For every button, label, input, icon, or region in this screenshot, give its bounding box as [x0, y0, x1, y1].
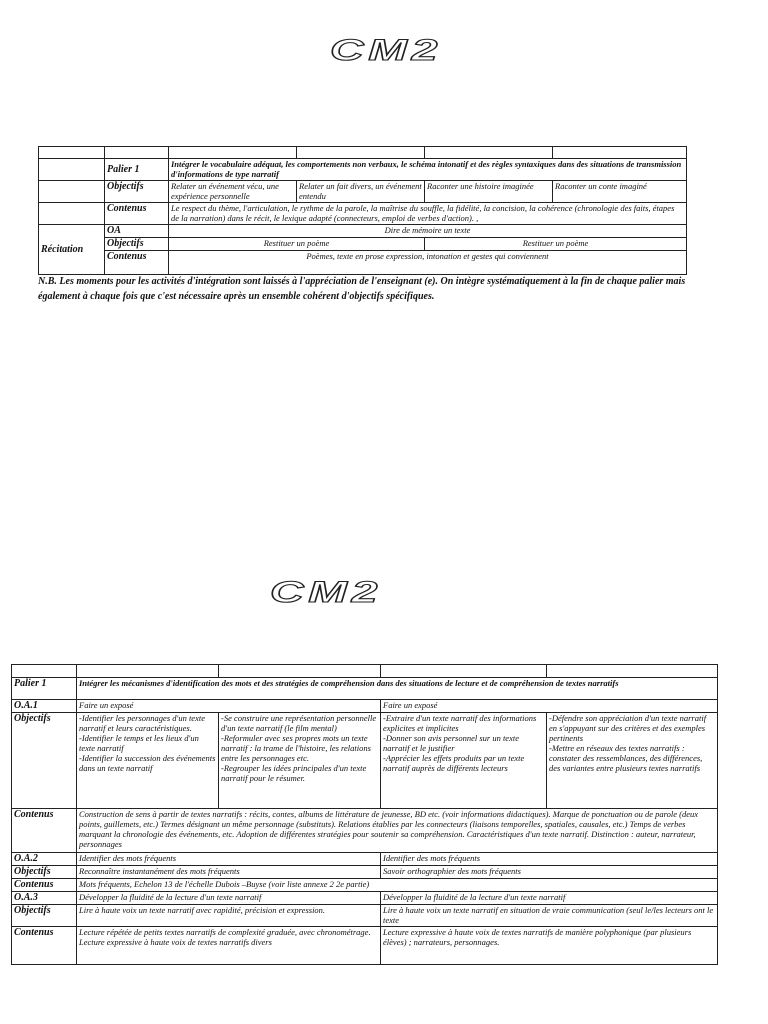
oa2-row: [12, 853, 718, 866]
obj3-row: [12, 905, 718, 927]
cont3-row: [12, 927, 718, 965]
contenus-label: Contenus: [105, 203, 169, 225]
rec-objectif-cell: Restituer un poème: [425, 238, 687, 251]
oa3-label: O.A.3: [12, 892, 77, 905]
obj3-right: Lire à haute voix un texte narratif en situation de vraie communication (seul le/les lecteurs ont le texte: [381, 905, 718, 927]
obj3-left: Lire à haute voix un texte narratif avec rapidité, précision et expression.: [77, 905, 381, 927]
cont2-row: [12, 879, 718, 892]
cont2-label: Contenus: [12, 879, 77, 892]
nb-note: N.B. Les moments pour les activités d'intégration sont laissés à l'appréciation de l'enseignant (e). On intègre systématiquement à la fin de chaque palier mais également à chaque fois que c'est nécessaire après un ensemble cohérent d'objectifs spécifiques.: [38, 276, 686, 302]
palier-label: Palier 1: [105, 159, 169, 181]
contenus-row: [39, 203, 687, 225]
palier-label-2: Palier 1: [12, 678, 77, 700]
oa-row: [39, 225, 687, 238]
palier-row: [39, 159, 687, 181]
contenus-text-2: Construction de sens à partir de textes narratifs : récits, contes, albums de littérature de jeunesse, BD etc. (voir informations didactiques). Marque de ponctuation ou de parole (deux points, guillemets, etc.) Termes désignant un même personnage (substituts). Relations établies par les connecteurs (liaisons temporelles, spatiales, causales, etc.) Temps de verbes marquant la chronologie des événements, etc. Adoption de différentes stratégies pour soutenir sa compréhension. Caractéristiques d'un texte narratif. Distinction : auteur, narrateur, personnages: [77, 809, 718, 853]
objectif-cell: Relater un événement vécu, une expérience personnelle: [169, 181, 297, 203]
palier-text: Intégrer le vocabulaire adéquat, les comportements non verbaux, le schéma intonatif et des règles syntaxiques dans des situations de transmission d'informations de type narratif: [169, 159, 687, 181]
oa-text: Dire de mémoire un texte: [169, 225, 687, 238]
contenus-text: Le respect du thème, l'articulation, le rythme de la parole, la maîtrise du souffle, la fidélité, la concision, la cohérence (chronologie des faits, étapes de la narration) dans le récit, le lexique adapté (connecteurs, emploi de verbes d'action). ,: [169, 203, 687, 225]
oa1-label: O.A.1: [12, 700, 77, 713]
contenus-row-2: [12, 809, 718, 853]
recitation-label: Récitation: [39, 225, 105, 275]
objectif-cell-2: -Se construire une représentation personnelle d'un texte narratif (le film mental) -Reformuler avec ses propres mots un texte narratif : la trame de l'histoire, les relations entre les personnages etc. -Regrouper les idées principales d'un texte narratif pour le résumer.: [219, 713, 381, 809]
obj2-right: Savoir orthographier des mots fréquents: [381, 866, 718, 879]
objectifs-label-2: Objectifs: [12, 713, 77, 809]
cont3-left: Lecture répétée de petits textes narratifs de complexité graduée, avec chronométrage. Lecture expressive à haute voix de textes narratifs divers: [77, 927, 381, 965]
oa2-label: O.A.2: [12, 853, 77, 866]
lecture-table: [11, 664, 718, 965]
cm2-title-logo-2: CM2: [270, 576, 383, 609]
rec-objectifs-label: Objectifs: [105, 238, 169, 251]
obj2-row: [12, 866, 718, 879]
cont2-text: Mots fréquents, Echelon 13 de l'échelle Dubois –Buyse (voir liste annexe 2 2e partie): [77, 879, 718, 892]
oa-label: OA: [105, 225, 169, 238]
recitation-table: [38, 146, 687, 275]
oa1-right: Faire un exposé: [381, 700, 718, 713]
oa3-right: Développer la fluidité de la lecture d'un texte narratif: [381, 892, 718, 905]
objectif-cell: Relater un fait divers, un événement entendu: [297, 181, 425, 203]
rec-contenus-row: [39, 251, 687, 275]
oa2-right: Identifier des mots fréquents: [381, 853, 718, 866]
oa3-left: Développer la fluidité de la lecture d'un texte narratif: [77, 892, 381, 905]
cont3-label: Contenus: [12, 927, 77, 965]
obj2-left: Reconnaître instantanément des mots fréquents: [77, 866, 381, 879]
rec-contenus-text: Poèmes, texte en prose expression, intonation et gestes qui conviennent: [169, 251, 687, 275]
oa2-left: Identifier des mots fréquents: [77, 853, 381, 866]
objectif-cell: Raconter une histoire imaginée: [425, 181, 553, 203]
cont3-right: Lecture expressive à haute voix de textes narratifs de manière polyphonique (par plusieurs élèves) ; narrateurs, personnages.: [381, 927, 718, 965]
objectifs-label: Objectifs: [105, 181, 169, 203]
palier-row-2: [12, 678, 718, 700]
objectif-cell-2: -Extraire d'un texte narratif des informations explicites et implicites -Donner son avis personnel sur un texte narratif et le justifier -Apprécier les effets produits par un texte narratif auprès de différents lecteurs: [381, 713, 547, 809]
objectif-cell-2: -Défendre son appréciation d'un texte narratif en s'appuyant sur des critères et des exemples pertinents -Mettre en réseaux des textes narratifs : constater des ressemblances, des différences, des variantes entre plusieurs textes narratifs: [547, 713, 718, 809]
rec-contenus-label: Contenus: [105, 251, 169, 275]
oa1-row: [12, 700, 718, 713]
oa3-row: [12, 892, 718, 905]
palier-text-2: Intégrer les mécanismes d'identification des mots et des stratégies de compréhension dans des situations de lecture et de compréhension de textes narratifs: [77, 678, 718, 700]
cm2-title-logo: CM2: [330, 34, 443, 67]
objectif-cell-2: -Identifier les personnages d'un texte narratif et leurs caractéristiques. -Identifier le temps et les lieux d'un texte narratif -Identifier la succession des événements dans un texte narratif: [77, 713, 219, 809]
header-row-2: [12, 665, 718, 678]
contenus-label-2: Contenus: [12, 809, 77, 853]
header-row: [39, 147, 687, 159]
obj2-label: Objectifs: [12, 866, 77, 879]
rec-objectif-cell: Restituer un poème: [169, 238, 425, 251]
rec-objectifs-row: [39, 238, 687, 251]
objectif-cell: Raconter un conte imaginé: [553, 181, 687, 203]
obj3-label: Objectifs: [12, 905, 77, 927]
oa1-left: Faire un exposé: [77, 700, 381, 713]
objectifs-row: [39, 181, 687, 203]
objectifs-row-2: [12, 713, 718, 809]
